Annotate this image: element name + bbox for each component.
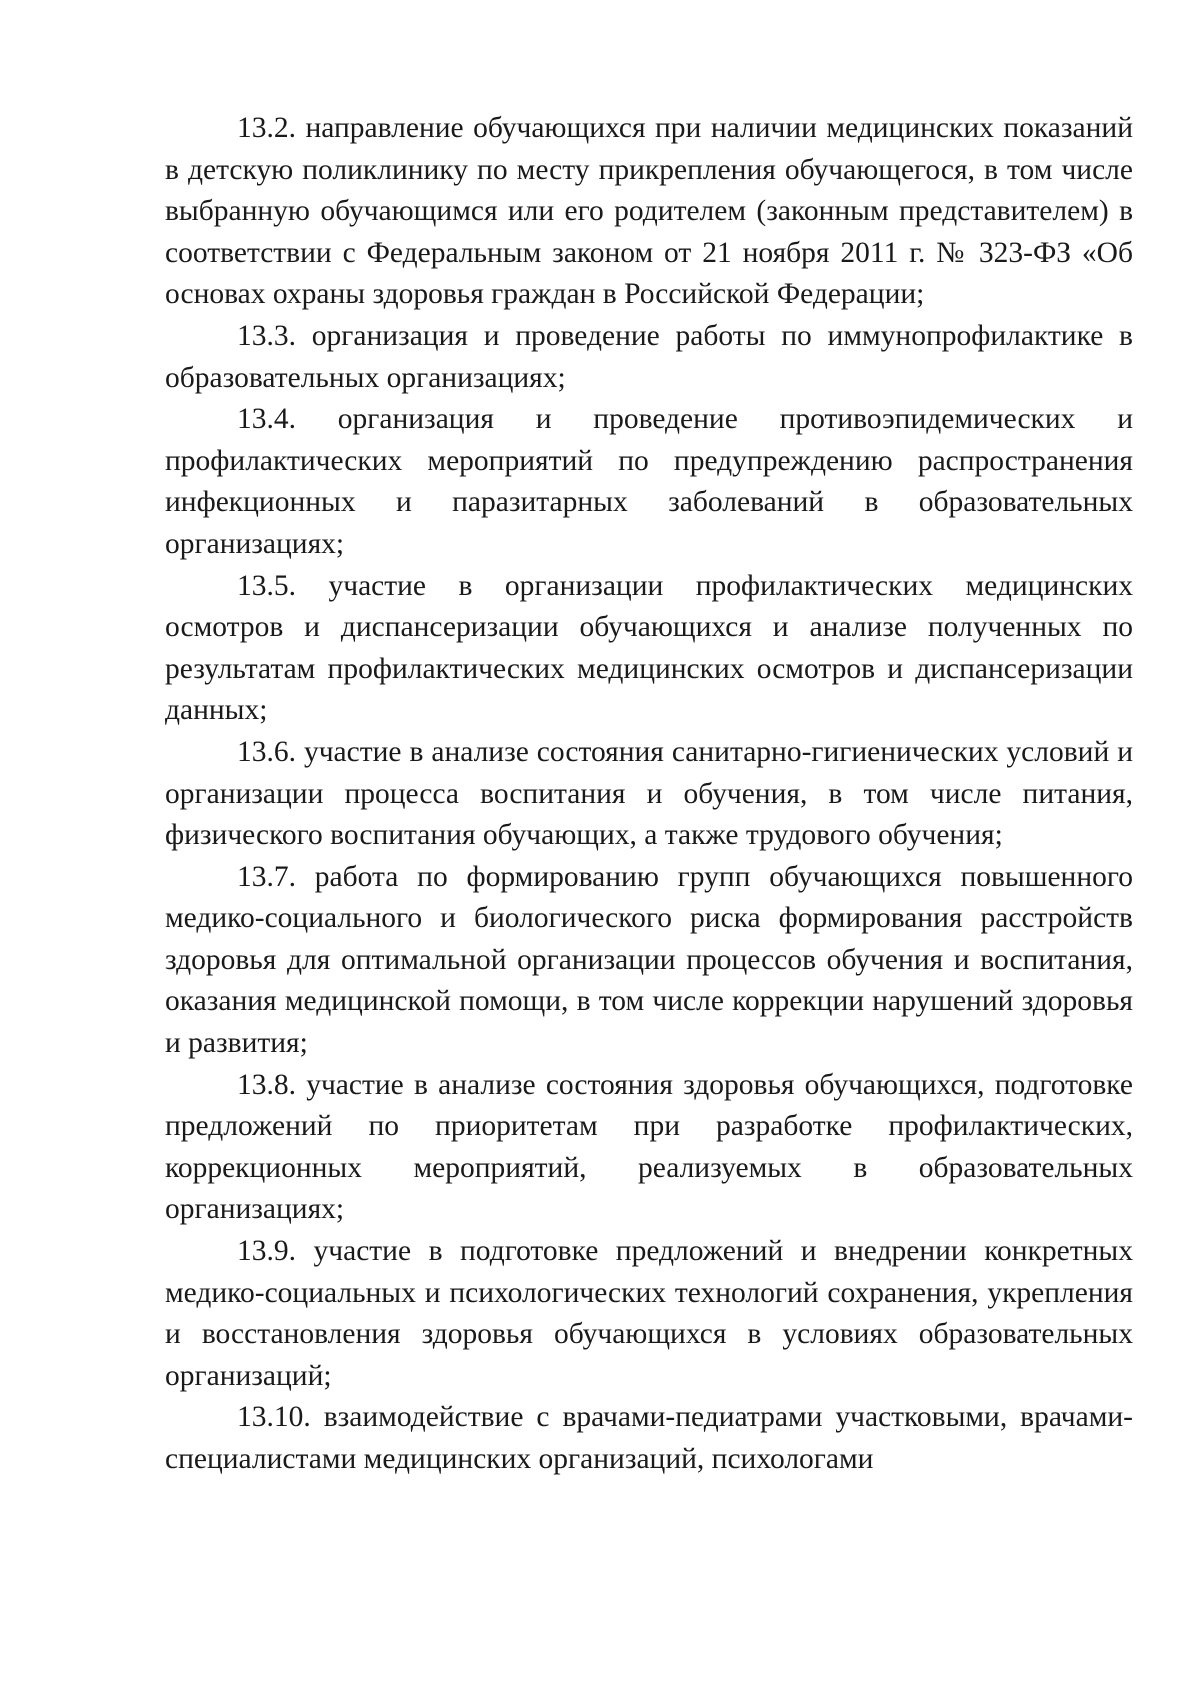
paragraph-13-6: 13.6. участие в анализе состояния санитарно-гигиенических условий и организации процесса воспитания и обучения, в том числе питания, физического воспитания обучающих, а также трудового обучения;	[165, 735, 1133, 852]
paragraph-13-5: 13.5. участие в организации профилактических медицинских осмотров и диспансеризации обучающихся и анализе полученных по результатам профилактических медицинских осмотров и диспансеризации данных;	[165, 569, 1133, 727]
paragraph-13-7: 13.7. работа по формированию групп обучающихся повышенного медико-социального и биологического риска формирования расстройств здоровья для оптимальной организации процессов обучения и воспитания, оказания медицинской помощи, в том числе коррекции нарушений здоровья и развития;	[165, 860, 1133, 1060]
paragraph-13-3: 13.3. организация и проведение работы по иммунопрофилактике в образовательных организациях;	[165, 319, 1133, 394]
paragraph-13-10: 13.10. взаимодействие с врачами-педиатрами участковыми, врачами-специалистами медицинских организаций, психологами	[165, 1401, 1133, 1475]
paragraph-13-4: 13.4. организация и проведение противоэпидемических и профилактических мероприятий по предупреждению распространения инфекционных и паразитарных заболеваний в образовательных организациях;	[165, 403, 1133, 560]
document-body	[165, 108, 1133, 1481]
paragraph-13-8: 13.8. участие в анализе состояния здоровья обучающихся, подготовке предложений по приоритетам при разработке профилактических, коррекционных мероприятий, реализуемых в образовательных организациях;	[165, 1068, 1133, 1226]
paragraph-13-2: 13.2. направление обучающихся при наличии медицинских показаний в детскую поликлинику по месту прикрепления обучающегося, в том числе выбранную обучающимся или его родителем (законным представителем) в соответствии с Федеральным законом от 21 ноября 2011 г. № 323-ФЗ «Об основах охраны здоровья граждан в Российской Федерации;	[165, 112, 1133, 311]
paragraph-13-9: 13.9. участие в подготовке предложений и внедрении конкретных медико-социальных и психологических технологий сохранения, укрепления и восстановления здоровья обучающихся в условиях образовательных организаций;	[165, 1235, 1133, 1392]
